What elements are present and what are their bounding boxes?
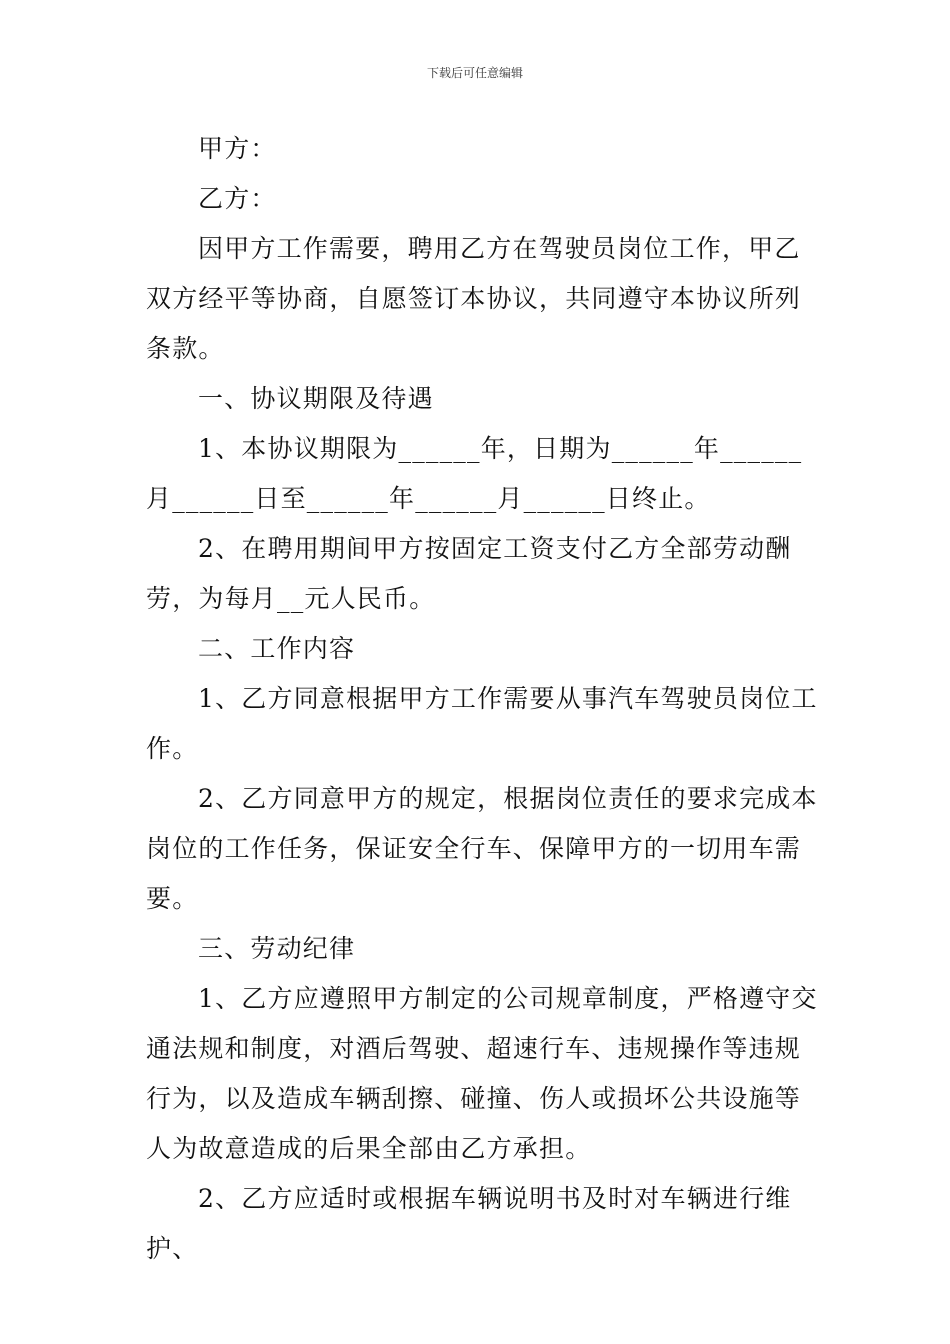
section-heading-work: 二、工作内容 <box>198 634 356 663</box>
clause-discipline-rules: 1、乙方应遵照甲方制定的公司规章制度，严格遵守交通法规和制度，对酒后驾驶、超速行车、违规操作等违规行为，以及造成车辆刮擦、碰撞、伤人或损坏公共设施等人为故意造成的后果全部由乙方承担。 <box>146 984 818 1163</box>
intro-paragraph: 因甲方工作需要，聘用乙方在驾驶员岗位工作，甲乙双方经平等协商，自愿签订本协议，共同遵守本协议所列条款。 <box>146 234 802 363</box>
clause-work-position: 1、乙方同意根据甲方工作需要从事汽车驾驶员岗位工作。 <box>146 684 818 763</box>
clause-salary: 2、在聘用期间甲方按固定工资支付乙方全部劳动酬劳，为每月__元人民币。 <box>146 534 792 613</box>
clause-work-duties: 2、乙方同意甲方的规定，根据岗位责任的要求完成本岗位的工作任务，保证安全行车、保障甲方的一切用车需要。 <box>146 784 818 913</box>
party-a-line: 甲方： <box>198 134 277 163</box>
section-heading-term: 一、协议期限及待遇 <box>198 384 434 413</box>
document-body <box>146 124 826 1274</box>
clause-term-period: 1、本协议期限为______年，日期为______年______月______日至______年______月______日终止。 <box>146 434 803 513</box>
clause-vehicle-maintenance: 2、乙方应适时或根据车辆说明书及时对车辆进行维护、 <box>146 1184 792 1263</box>
section-heading-discipline: 三、劳动纪律 <box>198 934 356 963</box>
page-header-note: 下载后可任意编辑 <box>426 66 523 80</box>
party-b-line: 乙方： <box>198 184 277 213</box>
